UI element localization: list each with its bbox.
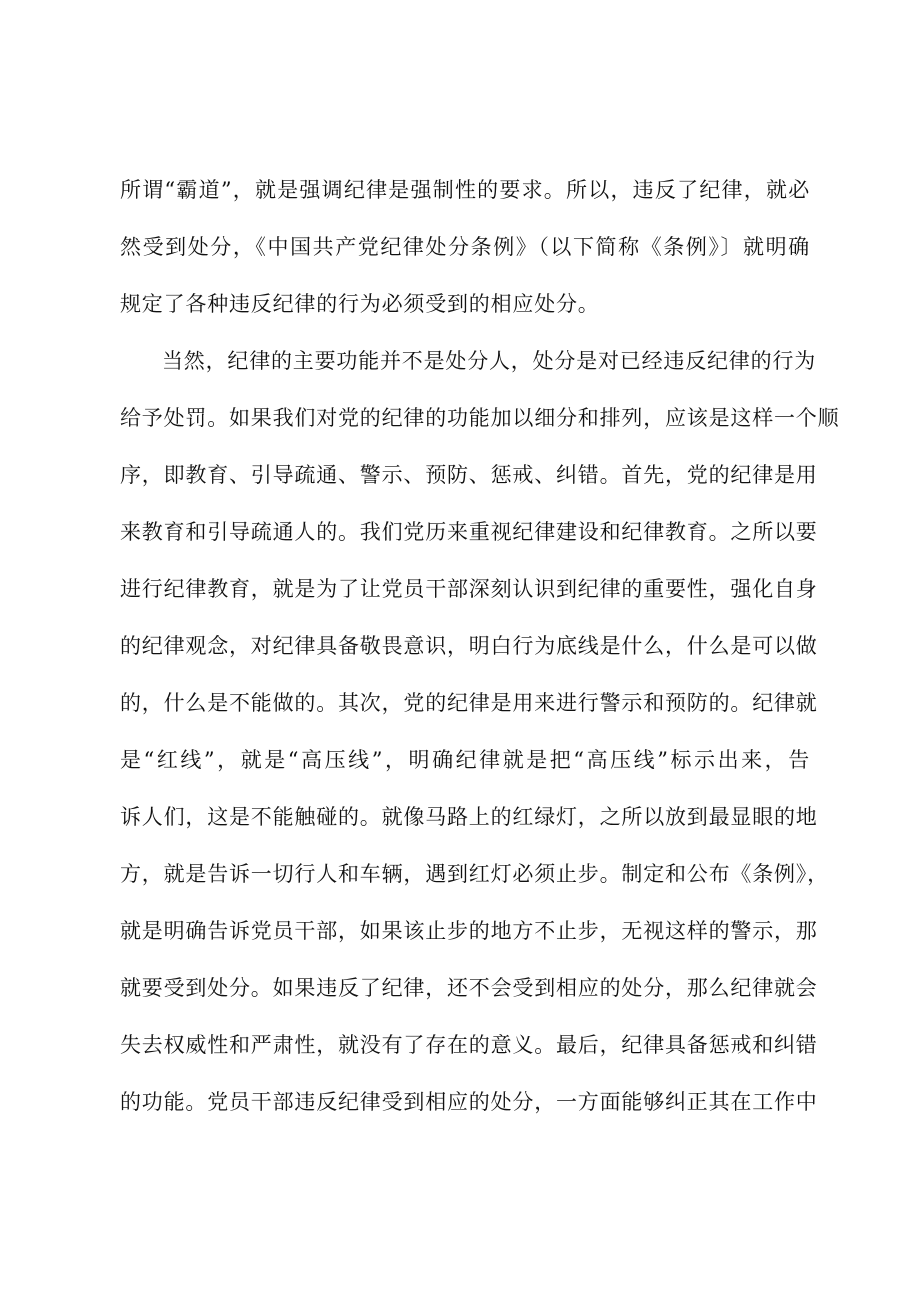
text-line: 来教育和引导疏通人的。我们党历来重视纪律建设和纪律教育。之所以要 xyxy=(120,520,818,544)
text-line: 方，就是告诉一切行人和车辆，遇到红灯必须止步。制定和公布《条例》， xyxy=(120,862,829,886)
text-line: 的纪律观念，对纪律具备敬畏意识，明白行为底线是什么，什么是可以做 xyxy=(120,634,818,658)
text-line: 诉人们，这是不能触碰的。就像马路上的红绿灯，之所以放到最显眼的地 xyxy=(120,805,818,829)
text-line: 进行纪律教育，就是为了让党员干部深刻认识到纪律的重要性，强化自身 xyxy=(120,577,818,601)
text-line: 就要受到处分。如果违反了纪律，还不会受到相应的处分，那么纪律就会 xyxy=(120,976,818,1000)
text-line: 就是明确告诉党员干部，如果该止步的地方不止步，无视这样的警示，那 xyxy=(120,919,818,943)
text-line: 的，什么是不能做的。其次，党的纪律是用来进行警示和预防的。纪律就 xyxy=(120,691,818,715)
text-line: 是“红线”，就是“高压线”，明确纪律就是把“高压线”标示出来，告 xyxy=(120,748,810,772)
text-line: 给予处罚。如果我们对党的纪律的功能加以细分和排列，应该是这样一个顺 xyxy=(120,406,840,430)
text-line: 所谓“霸道”，就是强调纪律是强制性的要求。所以，违反了纪律，就必 xyxy=(120,178,810,202)
text-line: 规定了各种违反纪律的行为必须受到的相应处分。 xyxy=(120,292,600,316)
text-line: 的功能。党员干部违反纪律受到相应的处分，一方面能够纠正其在工作中 xyxy=(120,1090,818,1114)
paragraph-first-line: 当然，纪律的主要功能并不是处分人，处分是对已经违反纪律的行为 xyxy=(162,349,816,373)
text-line: 序，即教育、引导疏通、警示、预防、惩戒、纠错。首先，党的纪律是用 xyxy=(120,463,818,487)
text-line: 失去权威性和严肃性，就没有了存在的意义。最后，纪律具备惩戒和纠错 xyxy=(120,1033,818,1057)
text-line: 然受到处分，《中国共产党纪律处分条例》（以下简称《条例》〕就明确 xyxy=(120,235,810,259)
